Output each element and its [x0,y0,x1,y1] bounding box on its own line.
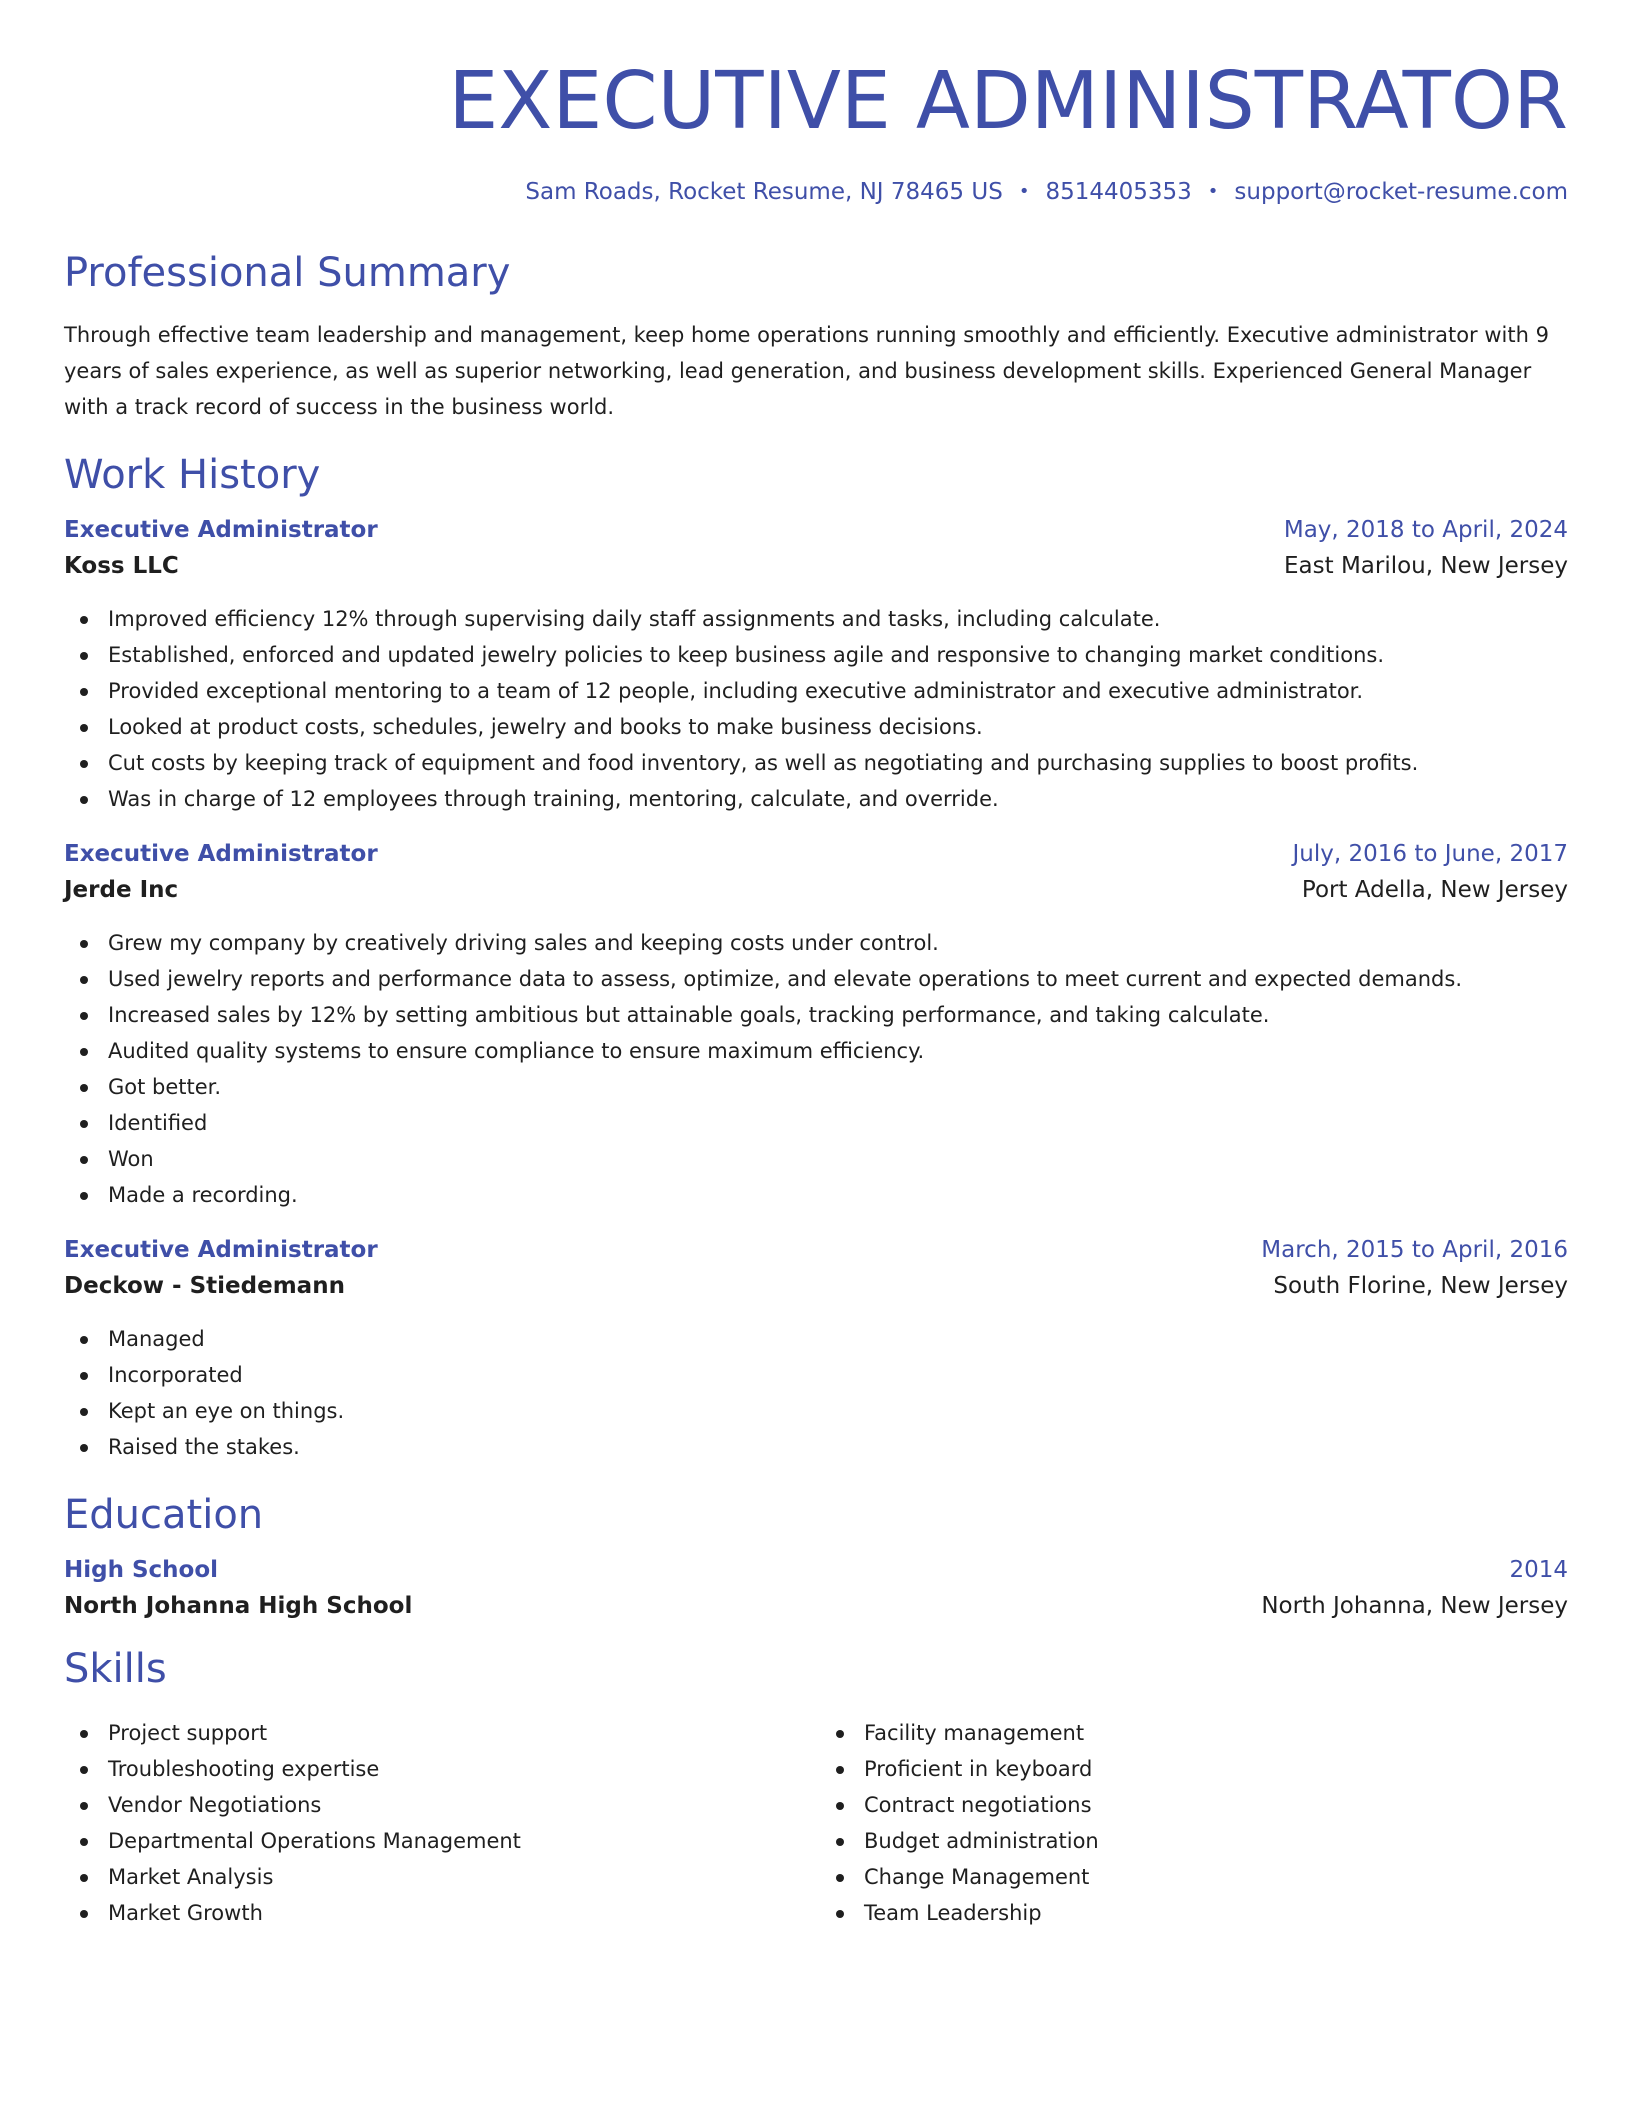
skills-column-left [64,1715,816,1931]
job-header-row [64,517,1568,543]
skill-item: Contract negotiations [820,1787,1568,1823]
job-dates: May, 2018 to April, 2024 [1283,516,1568,543]
skill-item: Troubleshooting expertise [64,1751,816,1787]
education-heading: Education [64,1491,264,1538]
work-history-heading: Work History [64,451,321,498]
job-entry [64,841,1568,1213]
list-item: Cut costs by keeping track of equipment and food inventory, as well as negotiating and purchasing supplies to boost profits. [64,745,1568,781]
list-item: Provided exceptional mentoring to a team of 12 people, including executive administrator and executive administrator. [64,673,1568,709]
resume-title: EXECUTIVE ADMINISTRATOR [448,55,1568,147]
job-role: Executive Administrator [64,516,378,543]
summary-heading: Professional Summary [64,249,511,296]
list-item: Made a recording. [64,1177,1568,1213]
skill-item: Change Management [820,1859,1568,1895]
list-item: Got better. [64,1069,1568,1105]
job-header-row [64,841,1568,867]
education-year: 2014 [1509,1556,1568,1583]
list-item: Kept an eye on things. [64,1393,1568,1429]
list-item: Was in charge of 12 employees through training, mentoring, calculate, and override. [64,781,1568,817]
skills-column-right [816,1715,1568,1931]
skill-item: Facility management [820,1715,1568,1751]
job-bullets [64,925,1568,1213]
separator-dot: • [1018,181,1030,202]
education-location: North Johanna, New Jersey [1261,1592,1568,1619]
job-company-row [64,877,1568,903]
list-item: Managed [64,1321,1568,1357]
skill-item: Market Growth [64,1895,816,1931]
job-dates: March, 2015 to April, 2016 [1261,1236,1568,1263]
job-bullets [64,1321,1568,1465]
list-item: Established, enforced and updated jewelry policies to keep business agile and responsive to changing market conditions. [64,637,1568,673]
skill-item: Departmental Operations Management [64,1823,816,1859]
job-entry [64,1237,1568,1465]
skill-item: Project support [64,1715,816,1751]
contact-phone: 8514405353 [1045,179,1192,205]
list-item: Identified [64,1105,1568,1141]
contact-address: Sam Roads, Rocket Resume, NJ 78465 US [525,179,1003,205]
education-school-row [64,1593,1568,1619]
skill-item: Proficient in keyboard [820,1751,1568,1787]
list-item: Audited quality systems to ensure compliance to ensure maximum efficiency. [64,1033,1568,1069]
job-role: Executive Administrator [64,1236,378,1263]
summary-text: Through effective team leadership and management, keep home operations running smoothly and efficiently. Executive administrator with 9 years of sales experience, as well as superior networking, lead generation, and business development skills. Experienced General Manager with a track record of success in the business world. [64,322,1549,419]
job-location: South Florine, New Jersey [1273,1272,1568,1299]
contact-line [64,179,1568,207]
skill-item: Market Analysis [64,1859,816,1895]
skills-heading: Skills [64,1645,167,1692]
skills-grid [64,1715,1568,1931]
skill-item: Vendor Negotiations [64,1787,816,1823]
job-dates: July, 2016 to June, 2017 [1292,840,1568,867]
education-header-row [64,1557,1568,1583]
skill-item: Team Leadership [820,1895,1568,1931]
list-item: Looked at product costs, schedules, jewelry and books to make business decisions. [64,709,1568,745]
skill-item: Budget administration [820,1823,1568,1859]
job-location: Port Adella, New Jersey [1301,876,1568,903]
education-entry [64,1557,1568,1619]
job-header-row [64,1237,1568,1263]
list-item: Won [64,1141,1568,1177]
job-entry [64,517,1568,817]
list-item: Grew my company by creatively driving sales and keeping costs under control. [64,925,1568,961]
list-item: Used jewelry reports and performance data to assess, optimize, and elevate operations to meet current and expected demands. [64,961,1568,997]
job-company: Jerde Inc [64,876,179,903]
job-company-row [64,1273,1568,1299]
job-location: East Marilou, New Jersey [1284,552,1568,579]
separator-dot: • [1207,181,1219,202]
job-company: Koss LLC [64,552,179,579]
job-role: Executive Administrator [64,840,378,867]
list-item: Raised the stakes. [64,1429,1568,1465]
contact-email: support@rocket-resume.com [1234,179,1568,205]
list-item: Incorporated [64,1357,1568,1393]
education-school: North Johanna High School [64,1592,413,1619]
list-item: Increased sales by 12% by setting ambitious but attainable goals, tracking performance, and taking calculate. [64,997,1568,1033]
job-company: Deckow - Stiedemann [64,1272,345,1299]
list-item: Improved efficiency 12% through supervising daily staff assignments and tasks, including calculate. [64,601,1568,637]
job-company-row [64,553,1568,579]
job-bullets [64,601,1568,817]
education-degree: High School [64,1556,219,1583]
